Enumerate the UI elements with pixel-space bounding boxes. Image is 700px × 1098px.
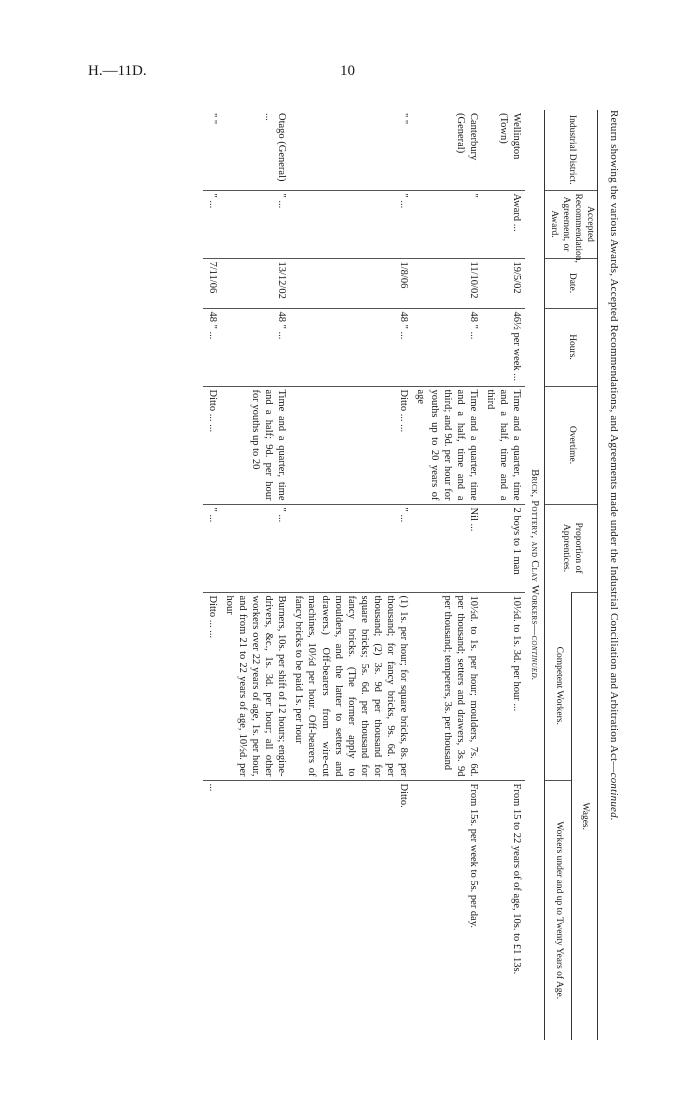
page-reference: H.—11D. <box>88 63 147 79</box>
section-title: Brick, Pottery, and Clay Workers— <box>529 469 541 636</box>
cell-hours: 48 " ... <box>221 308 291 386</box>
cell-date: 19/5/02 <box>482 258 525 308</box>
cell-district: Canterbury (General) <box>454 113 479 161</box>
col-date: Date. <box>545 258 598 308</box>
cell-under20: From 15 to 22 years of of age, 10s. to £1 13s. <box>482 780 525 1040</box>
col-wages: Wages. <box>571 592 597 1040</box>
cell-date: 13/12/02 <box>221 258 291 308</box>
cell-overtime: Time and a quarter, time and a half; 9d. per hour for youths up to 20 <box>221 386 291 504</box>
table-title <box>602 110 620 1040</box>
table-row <box>290 110 412 1040</box>
cell-under20: Ditto. <box>290 780 412 1040</box>
cell-under20: From 15s. per week to 5s. per day. <box>412 780 482 1040</box>
cell-apprentices: 2 boys to 1 man <box>482 504 525 592</box>
cell-hours: 48 " ... <box>412 308 482 386</box>
section-continued: continued. <box>529 635 541 681</box>
col-hours: Hours. <box>545 308 598 386</box>
cell-overtime: Ditto ... ... <box>290 386 412 504</box>
col-under20: Workers under and up to Twenty Years of Age. <box>545 780 571 1040</box>
table-row <box>204 110 221 1040</box>
cell-competent: Ditto ... ... <box>204 592 221 780</box>
table-title-main: Return showing the various Awards, Accepted Recommendations, and Agreements made under the Industrial Conciliation and Arbitration Act— <box>608 110 620 773</box>
table-row <box>221 110 291 1040</box>
cell-apprentices: " ... <box>290 504 412 592</box>
cell-competent: 10½d. to 1s. 3d. per hour ... <box>482 592 525 780</box>
cell-date: 1/8/06 <box>290 258 412 308</box>
cell-under20: ... <box>204 780 221 1040</box>
cell-date: 7/11/06 <box>204 258 221 308</box>
col-type: Accepted Recommendation, Agreement, or Award. <box>545 190 598 258</box>
table-row <box>482 110 525 1040</box>
table-row <box>412 110 482 1040</box>
cell-date: 11/10/02 <box>412 258 482 308</box>
col-competent: Competent Workers. <box>545 592 571 780</box>
cell-hours: 46½ per week ... <box>482 308 525 386</box>
cell-type: Award ... <box>482 190 525 258</box>
col-overtime: Overtime. <box>545 386 598 504</box>
section-heading <box>525 110 545 1040</box>
cell-type: " <box>412 190 482 258</box>
cell-type: " ... <box>204 190 221 258</box>
cell-apprentices: Nil ... <box>412 504 482 592</box>
col-district: Industrial District. <box>545 110 598 190</box>
section-heading-row <box>525 110 545 1040</box>
cell-under20 <box>221 780 291 1040</box>
cell-competent: Burners, 10s. per shift of 12 hours; engine-drivers, &c., 1s. 3d. per hour; all other workers over 22 years of age, 1s. per hour, and from 21 to 22 years of age, 10½d. per hour <box>221 592 291 780</box>
cell-apprentices: " ... <box>221 504 291 592</box>
rotated-table-block <box>100 110 620 1040</box>
cell-competent: (1) 1s. per hour; for square bricks, 8s. per thousand; for fancy bricks, 9s. 6d. per thousand; (2) 3s. 9d per thousand for square bricks; 5s. 6d. per thousand for fancy bricks. (The former apply to moulders, and the latter to setters and drawers.) Off-bearers from wire-cut machines, 10½d per hour. Off-bearers of fancy bricks to be paid 1s. per hour <box>290 592 412 780</box>
cell-type: " ... <box>290 190 412 258</box>
cell-overtime: Time and a quarter, time and a half, time and a third; and 9d. per hour for youths up to 20 years of age <box>412 386 482 504</box>
cell-overtime: Time and a quarter, time and a half, time and a third <box>482 386 525 504</box>
cell-type: " ... <box>221 190 291 258</box>
wages-table <box>204 110 599 1040</box>
cell-district: " " <box>206 113 218 125</box>
cell-hours: 48 " ... <box>204 308 221 386</box>
cell-district: Otago (General) ... <box>263 113 288 182</box>
col-apprentices: Proportion of Apprentices. <box>545 504 598 592</box>
cell-district: " " <box>398 113 410 125</box>
cell-hours: 48 " ... <box>290 308 412 386</box>
cell-overtime: Ditto ... ... <box>204 386 221 504</box>
cell-competent: 10½d. to 1s. per hour; moulders, 7s. 6d. per thousand; setters and drawers, 3s. 9d per thousand; temperers, 3s. per thousand <box>412 592 482 780</box>
cell-district: Wellington (Town) <box>498 113 523 160</box>
cell-apprentices: " ... <box>204 504 221 592</box>
table-title-continued: continued. <box>608 772 620 821</box>
page-number: 10 <box>340 63 355 79</box>
